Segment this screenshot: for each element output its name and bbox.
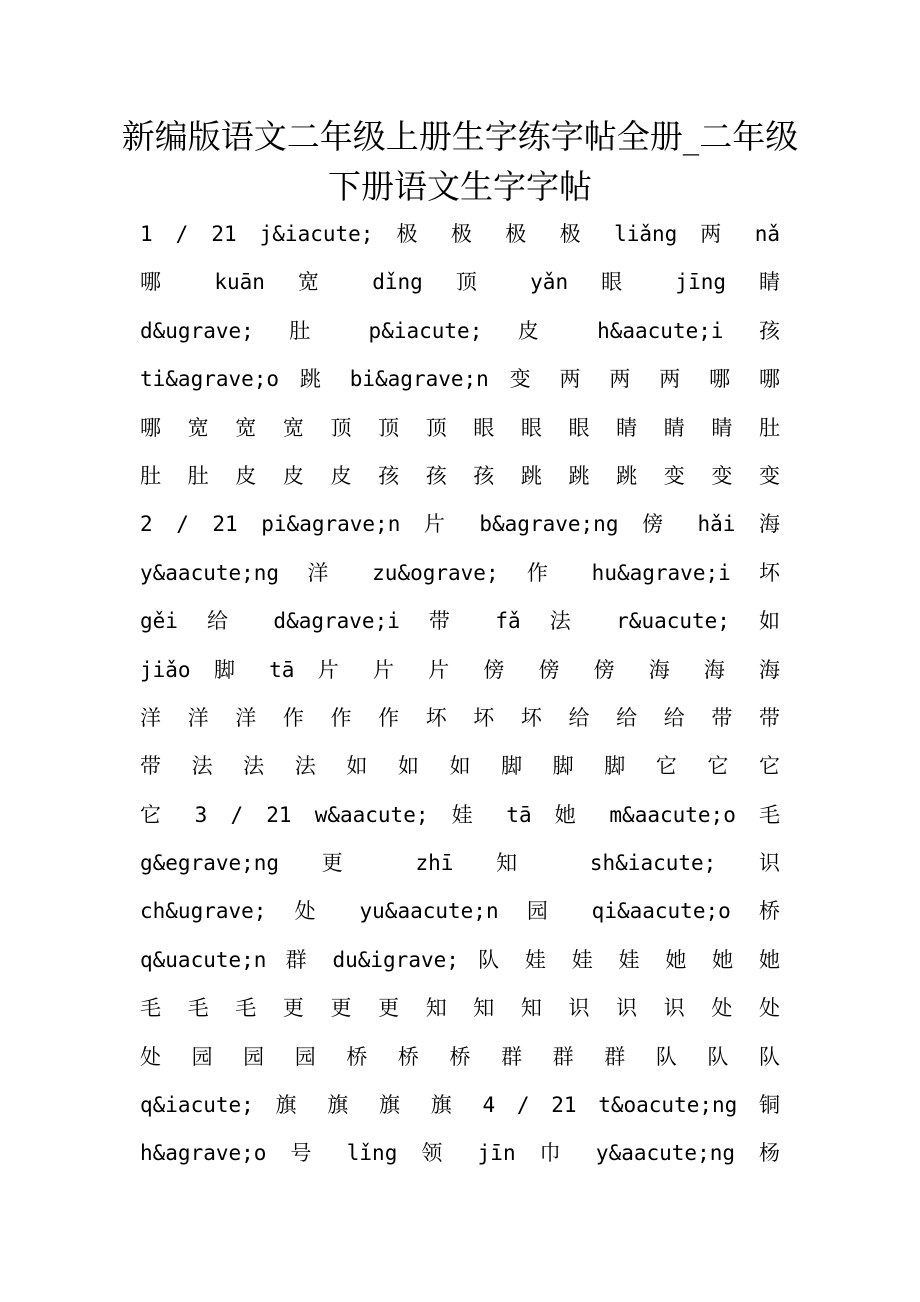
text-line: 它 3 / 21 w&aacute; 娃 tā 她 m&aacute;o 毛 xyxy=(140,802,780,827)
text-line: 哪 kuān 宽 dǐng 顶 yǎn 眼 jīng 睛 xyxy=(140,270,780,295)
text-line: jiǎo 脚 tā 片 片 片 傍 傍 傍 海 海 海 xyxy=(140,657,780,682)
document-body xyxy=(140,210,780,1178)
text-line: 1 / 21 j&iacute; 极 极 极 极 liǎng 两 nǎ xyxy=(140,222,780,246)
text-line: 毛 毛 毛 更 更 更 知 知 知 识 识 识 处 处 xyxy=(140,996,780,1021)
text-line: q&uacute;n 群 du&igrave; 队 娃 娃 娃 她 她 她 xyxy=(140,947,780,972)
text-line: y&aacute;ng 洋 zu&ograve; 作 hu&agrave;i 坏 xyxy=(140,560,780,585)
text-line: h&agrave;o 号 lǐng 领 jīn 巾 y&aacute;ng 杨 xyxy=(140,1141,780,1166)
text-line: 哪 宽 宽 宽 顶 顶 顶 眼 眼 眼 睛 睛 睛 肚 xyxy=(140,415,780,440)
text-line: 肚 肚 皮 皮 皮 孩 孩 孩 跳 跳 跳 变 变 变 xyxy=(140,463,780,488)
text-line: 2 / 21 pi&agrave;n 片 b&agrave;ng 傍 hǎi 海 xyxy=(140,512,780,537)
text-line: 处 园 园 园 桥 桥 桥 群 群 群 队 队 队 xyxy=(140,1044,780,1069)
text-line: d&ugrave; 肚 p&iacute; 皮 h&aacute;i 孩 xyxy=(140,318,780,343)
text-line: ti&agrave;o 跳 bi&agrave;n 变 两 两 两 哪 哪 xyxy=(140,367,780,392)
text-line: ch&ugrave; 处 yu&aacute;n 园 qi&aacute;o 桥 xyxy=(140,899,780,924)
text-line: 洋 洋 洋 作 作 作 坏 坏 坏 给 给 给 带 带 xyxy=(140,705,780,730)
document-title: 新编版语文二年级上册生字练字帖全册_二年级下册语文生字字帖 xyxy=(121,117,799,206)
text-line: gěi 给 d&agrave;i 带 fǎ 法 r&uacute; 如 xyxy=(140,609,780,634)
text-line: 带 法 法 法 如 如 如 脚 脚 脚 它 它 它 xyxy=(140,754,780,779)
text-line: g&egrave;ng 更 zhī 知 sh&iacute; 识 xyxy=(140,851,780,876)
text-line: q&iacute; 旗 旗 旗 旗 4 / 21 t&oacute;ng 铜 xyxy=(140,1093,780,1118)
